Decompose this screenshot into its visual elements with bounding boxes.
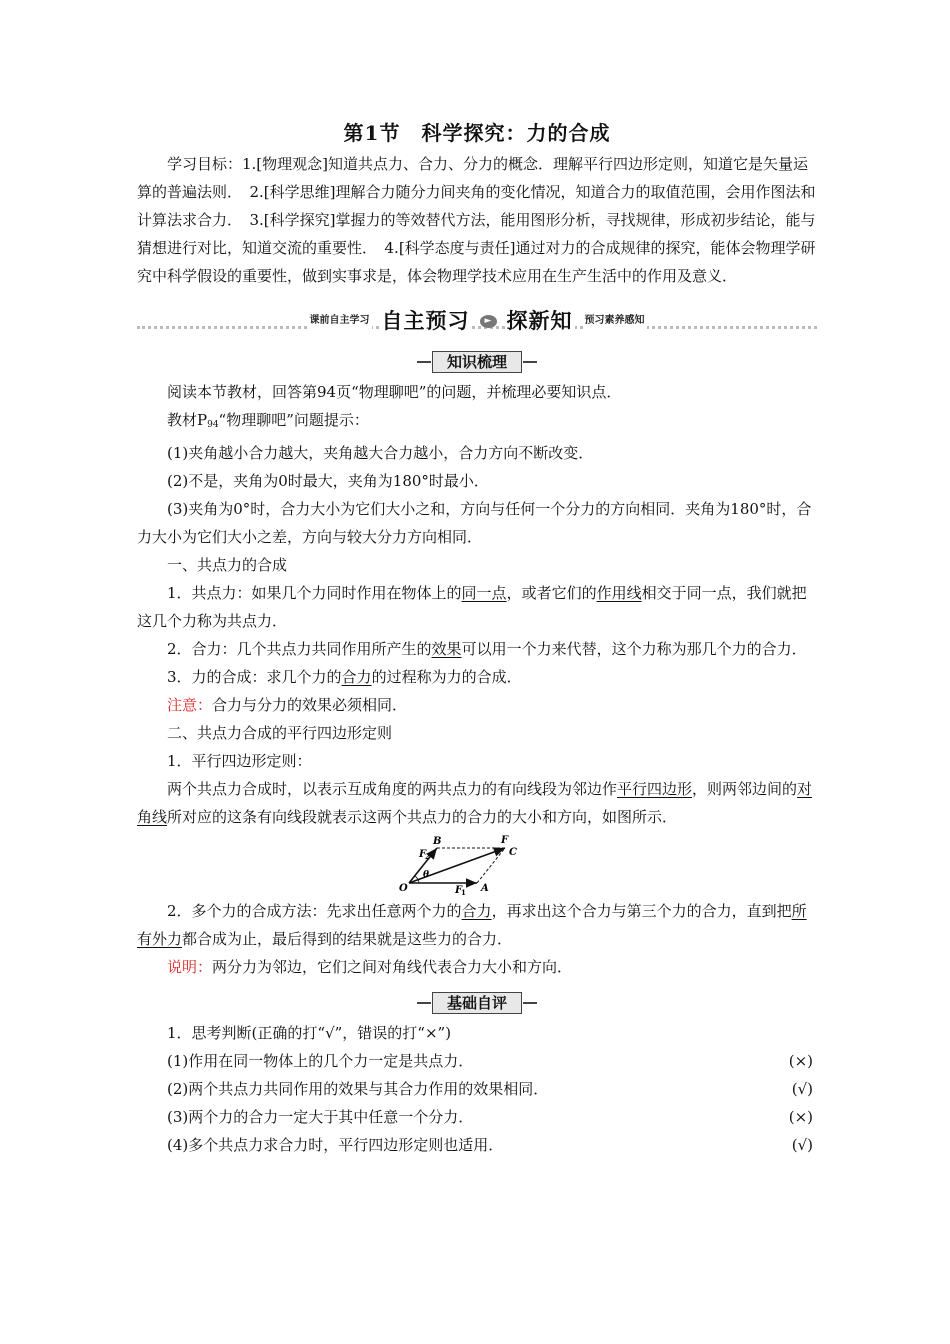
judgement-mark: (√) xyxy=(791,1136,813,1154)
learning-objectives: 学习目标：1.[物理观念]知道共点力、合力、分力的概念．理解平行四边形定则，知道它是矢量运算的普遍法则． 2.[科学思维]理解合力随分力间夹角的变化情况，知道合力的取值范围，会用作图法和计算法求合力． 3.[科学探究]掌握力的等效替代方法，能用图形分析，寻找规律，形成初步结论，能与猜想进行对比，知道交流的重要性． 4.[科学态度与责任]通过对力的合成规律的探究，能体会物理学研究中科学假设的重要性，做到实事求是，体会物理学技术应用在生产生活中的作用及意义． xyxy=(137,155,816,285)
banner-arrow-icon: ► xyxy=(480,315,497,328)
label-o: O xyxy=(399,883,408,894)
concurrent-force-def: 1．共点力：如果几个力同时作用在物体上的同一点，或者它们的作用线相交于同一点，我们就把这几个力称为共点力． xyxy=(137,584,807,630)
self-eval-tag-wrap xyxy=(137,989,817,1015)
knowledge-section-tag: 知识梳理 xyxy=(432,351,522,373)
note: 注意：合力与分力的效果必须相同． xyxy=(167,696,408,714)
intro-text: 阅读本节教材，回答第94页“物理聊吧”的问题，并梳理必要知识点． xyxy=(167,383,622,401)
judgement-mark: (×) xyxy=(788,1108,813,1126)
label-f2: F xyxy=(419,849,427,860)
hint-1: (1)夹角越小合力越大，夹角越大合力越小，合力方向不断改变． xyxy=(167,444,594,462)
judgement-mark: (√) xyxy=(791,1080,813,1098)
label-a: A xyxy=(481,883,489,894)
judgement-row: (2)两个共点力共同作用的效果与其合力作用的效果相同． (√) xyxy=(137,1075,817,1103)
rule-title: 1．平行四边形定则： xyxy=(167,752,312,770)
label-b: B xyxy=(433,836,442,847)
section-banner xyxy=(137,302,817,340)
parallelogram-figure xyxy=(137,833,817,895)
knowledge-tag-wrap xyxy=(137,348,817,374)
label-f2-sub: 2 xyxy=(425,852,430,861)
multi-force-method: 2．多个力的合成方法：先求出任意两个力的合力，再求出这个合力与第三个力的合力，直到把所有外力都合成为止，最后得到的结果就是这些力的合力． xyxy=(137,902,807,948)
parallelogram-diagram xyxy=(397,833,557,895)
question-title: 1．思考判断(正确的打“√”，错误的打“×”) xyxy=(167,1024,452,1042)
hint-3: (3)夹角为0°时，合力大小为它们大小之和，方向与任何一个分力的方向相同．夹角为180°时，合力大小为它们大小之差，方向与较大分力方向相同． xyxy=(137,500,812,546)
banner-main-label-1: 自主预习 xyxy=(381,309,470,333)
composition-def: 3．力的合成：求几个力的合力的过程称为力的合成． xyxy=(167,668,522,686)
note-label: 注意： xyxy=(167,696,213,714)
page-title: 第1节 科学探究：力的合成 xyxy=(343,121,611,145)
judgement-row: (3)两个力的合力一定大于其中任意一个分力． (×) xyxy=(137,1103,817,1131)
heading-one: 一、共点力的合成 xyxy=(167,556,288,574)
label-c: C xyxy=(509,847,517,858)
banner-main-label-2: 探新知 xyxy=(506,309,573,333)
banner-right-label: 预习素养感知 xyxy=(583,307,647,335)
banner-dotted-line xyxy=(137,326,817,329)
hint-2: (2)不是，夹角为0时最大，夹角为180°时最小． xyxy=(167,472,489,490)
label-f1-sub: 1 xyxy=(461,888,466,895)
heading-two: 二、共点力合成的平行四边形定则 xyxy=(167,724,393,742)
self-eval-section-tag: 基础自评 xyxy=(432,992,522,1014)
explanation: 说明：两分力为邻边，它们之间对角线代表合力大小和方向． xyxy=(167,958,573,976)
judgement-row: (4)多个共点力求合力时，平行四边形定则也适用． (√) xyxy=(137,1131,817,1159)
resultant-force-def: 2．合力：几个共点力共同作用所产生的效果可以用一个力来代替，这个力称为那几个力的合力． xyxy=(167,640,807,658)
parallelogram-rule: 两个共点力合成时，以表示互成角度的两共点力的有向线段为邻边作平行四边形，则两邻边间的对角线所对应的这条有向线段就表示这两个共点力的合力的大小和方向，如图所示． xyxy=(137,780,813,826)
label-theta: θ xyxy=(423,870,430,880)
banner-left-label: 课前自主学习 xyxy=(308,307,372,335)
hint-heading: 教材$P_{94}“$物理聊吧”问题提示： xyxy=(167,411,369,430)
document-page xyxy=(137,118,817,1159)
label-f1: F xyxy=(455,885,463,895)
explain-label: 说明： xyxy=(167,958,213,976)
judgement-row: (1)作用在同一物体上的几个力一定是共点力． (×) xyxy=(137,1047,817,1075)
label-f: F xyxy=(501,835,509,846)
judgement-mark: (×) xyxy=(788,1052,813,1070)
